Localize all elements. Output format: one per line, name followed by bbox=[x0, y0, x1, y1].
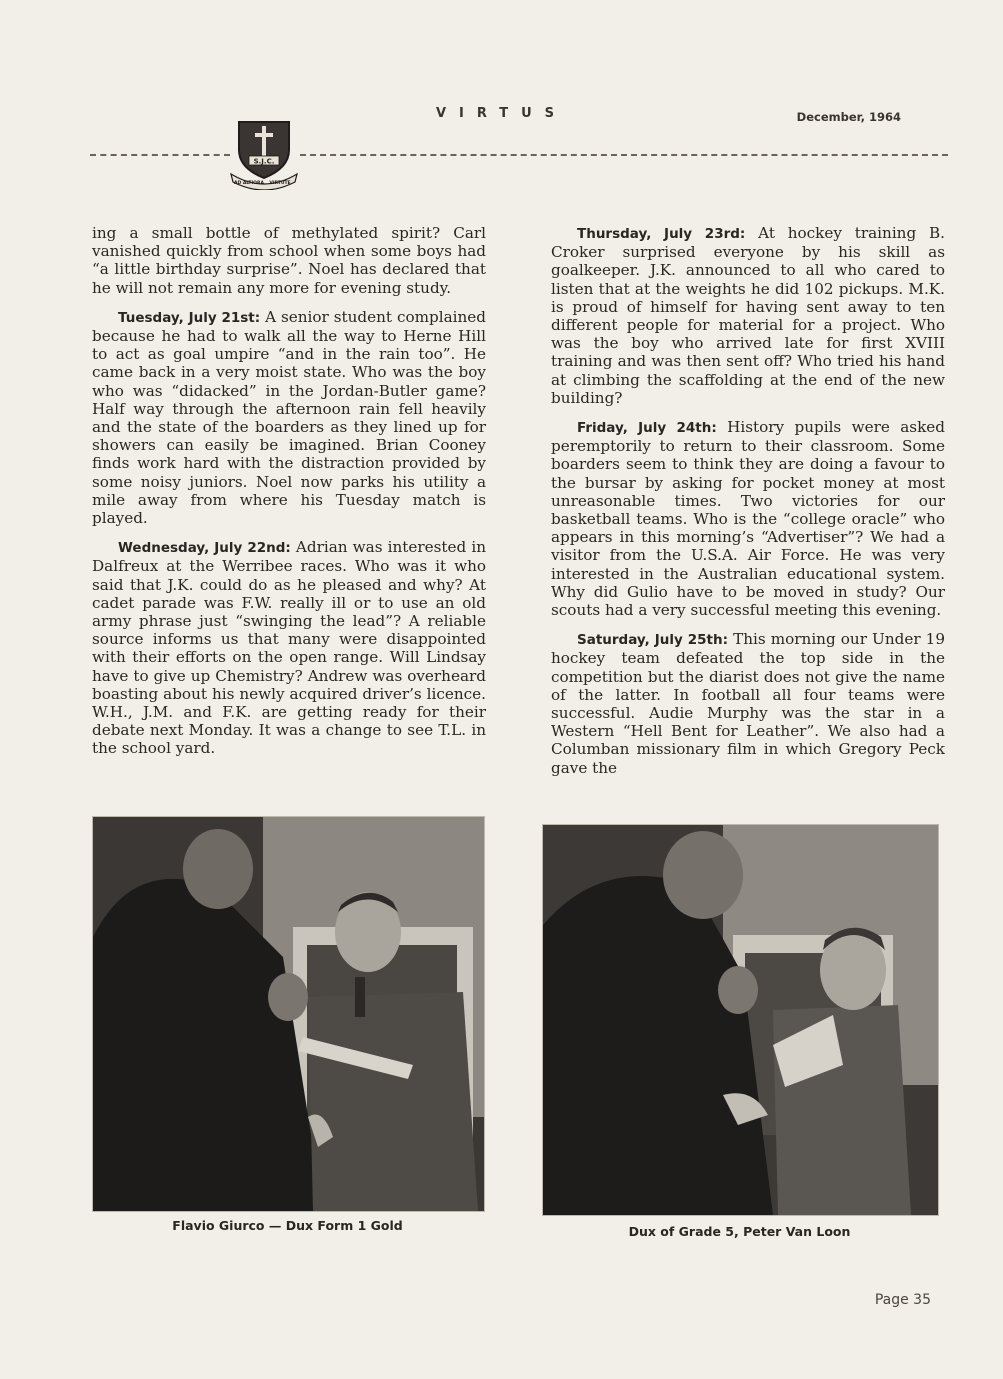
diary-entry-text: Adrian was interested in Dalfreux at the Werribee races. Who was it who said that J.K. could do as he pleased and why? At cadet parade was F.W. really ill or to use an old army phrase just “swinging the lead”? A reliable source informs us that many were disappointed with their efforts on the open range. Will Lindsay have to give up Chemistry? Andrew was overheard boasting about his newly acquired driver’s licence. W.H., J.M. and F.K. are getting ready for their debate next Monday. It was a change to see T.L. in the school yard. bbox=[92, 538, 486, 758]
diary-entry-text: History pupils were asked peremptorily to return to their classroom. Some boarders seem to think they are doing a favour to the bursar by asking for pocket money at most unreasonable times. Two victories for our basketball teams. Who is the “college oracle” who appears in this morning’s “Advertiser”? We had a visitor from the U.S.A. Air Force. He was very interested in the Australian educational system. Why did Gulio have to be moved in study? Our scouts had a very successful meeting this evening. bbox=[551, 418, 945, 620]
issue-date: December, 1964 bbox=[796, 110, 901, 124]
left-paragraph-2 bbox=[92, 308, 486, 527]
svg-text:VIRTUTE: VIRTUTE bbox=[269, 181, 291, 186]
header-rule-left bbox=[90, 154, 230, 156]
photo-caption-right: Dux of Grade 5, Peter Van Loon bbox=[628, 1224, 851, 1239]
right-paragraph-1 bbox=[551, 224, 945, 407]
photo-caption-left: Flavio Giurco — Dux Form 1 Gold bbox=[172, 1218, 403, 1233]
page-number: Page 35 bbox=[874, 1292, 931, 1308]
left-paragraph-1: ing a small bottle of methylated spirit? Carl vanished quickly from school when some boys had “a little birthday surprise”. Noel has declared that he will not remain any more for evening study. bbox=[92, 224, 486, 297]
award-photo-left bbox=[92, 816, 485, 1212]
right-paragraph-3 bbox=[551, 630, 945, 777]
diary-day-heading: Saturday, July 25th: bbox=[577, 632, 729, 649]
header-rule-right bbox=[300, 154, 948, 156]
right-column bbox=[551, 224, 945, 788]
diary-day-heading: Thursday, July 23rd: bbox=[577, 226, 746, 242]
diary-entry-text: A senior student complained because he had to walk all the way to Herne Hill to act as goal umpire “and in the rain too”. He came back in a very moist state. Who was the boy who was “didacked” in the Jordan-Butler game? Half way through the afternoon rain fell heavily and the state of the boarders as they lined up for showers can easily be imagined. Brian Cooney finds work hard with the distraction provided by some noisy juniors. Noel now parks his utility a mile away from where his Tuesday match is played. bbox=[92, 307, 486, 528]
left-column bbox=[92, 224, 486, 769]
left-paragraph-3 bbox=[92, 538, 486, 757]
diary-day-heading: Friday, July 24th: bbox=[577, 420, 717, 437]
award-photo-right bbox=[542, 824, 939, 1216]
svg-text:AD ALTIORA: AD ALTIORA bbox=[234, 181, 264, 186]
right-paragraph-2 bbox=[551, 418, 945, 619]
diary-day-heading: Tuesday, July 21st: bbox=[118, 309, 261, 326]
diary-day-heading: Wednesday, July 22nd: bbox=[118, 540, 291, 557]
school-crest-logo bbox=[227, 116, 301, 190]
diary-entry-text: This morning our Under 19 hockey team defeated the top side in the competition but the diarist does not give the name of the latter. In football all four teams were successful. Audie Murphy was the star in a Western “Hell Bent for Leather”. We also had a Columban missionary film in which Gregory Peck gave the bbox=[551, 630, 945, 777]
diary-entry-text: At hockey training B. Croker surprised everyone by his skill as goalkeeper. J.K. announced to all who cared to listen that at the weights he did 102 pickups. M.K. is proud of himself for having sent away to ten different people for material for a project. Who was the boy who arrived late for first XVIII training and was then sent off? Who tried his hand at climbing the scaffolding at the end of the new building? bbox=[551, 224, 945, 407]
svg-text:S.J.C.: S.J.C. bbox=[253, 157, 275, 166]
masthead-title: VIRTUS bbox=[435, 106, 568, 121]
